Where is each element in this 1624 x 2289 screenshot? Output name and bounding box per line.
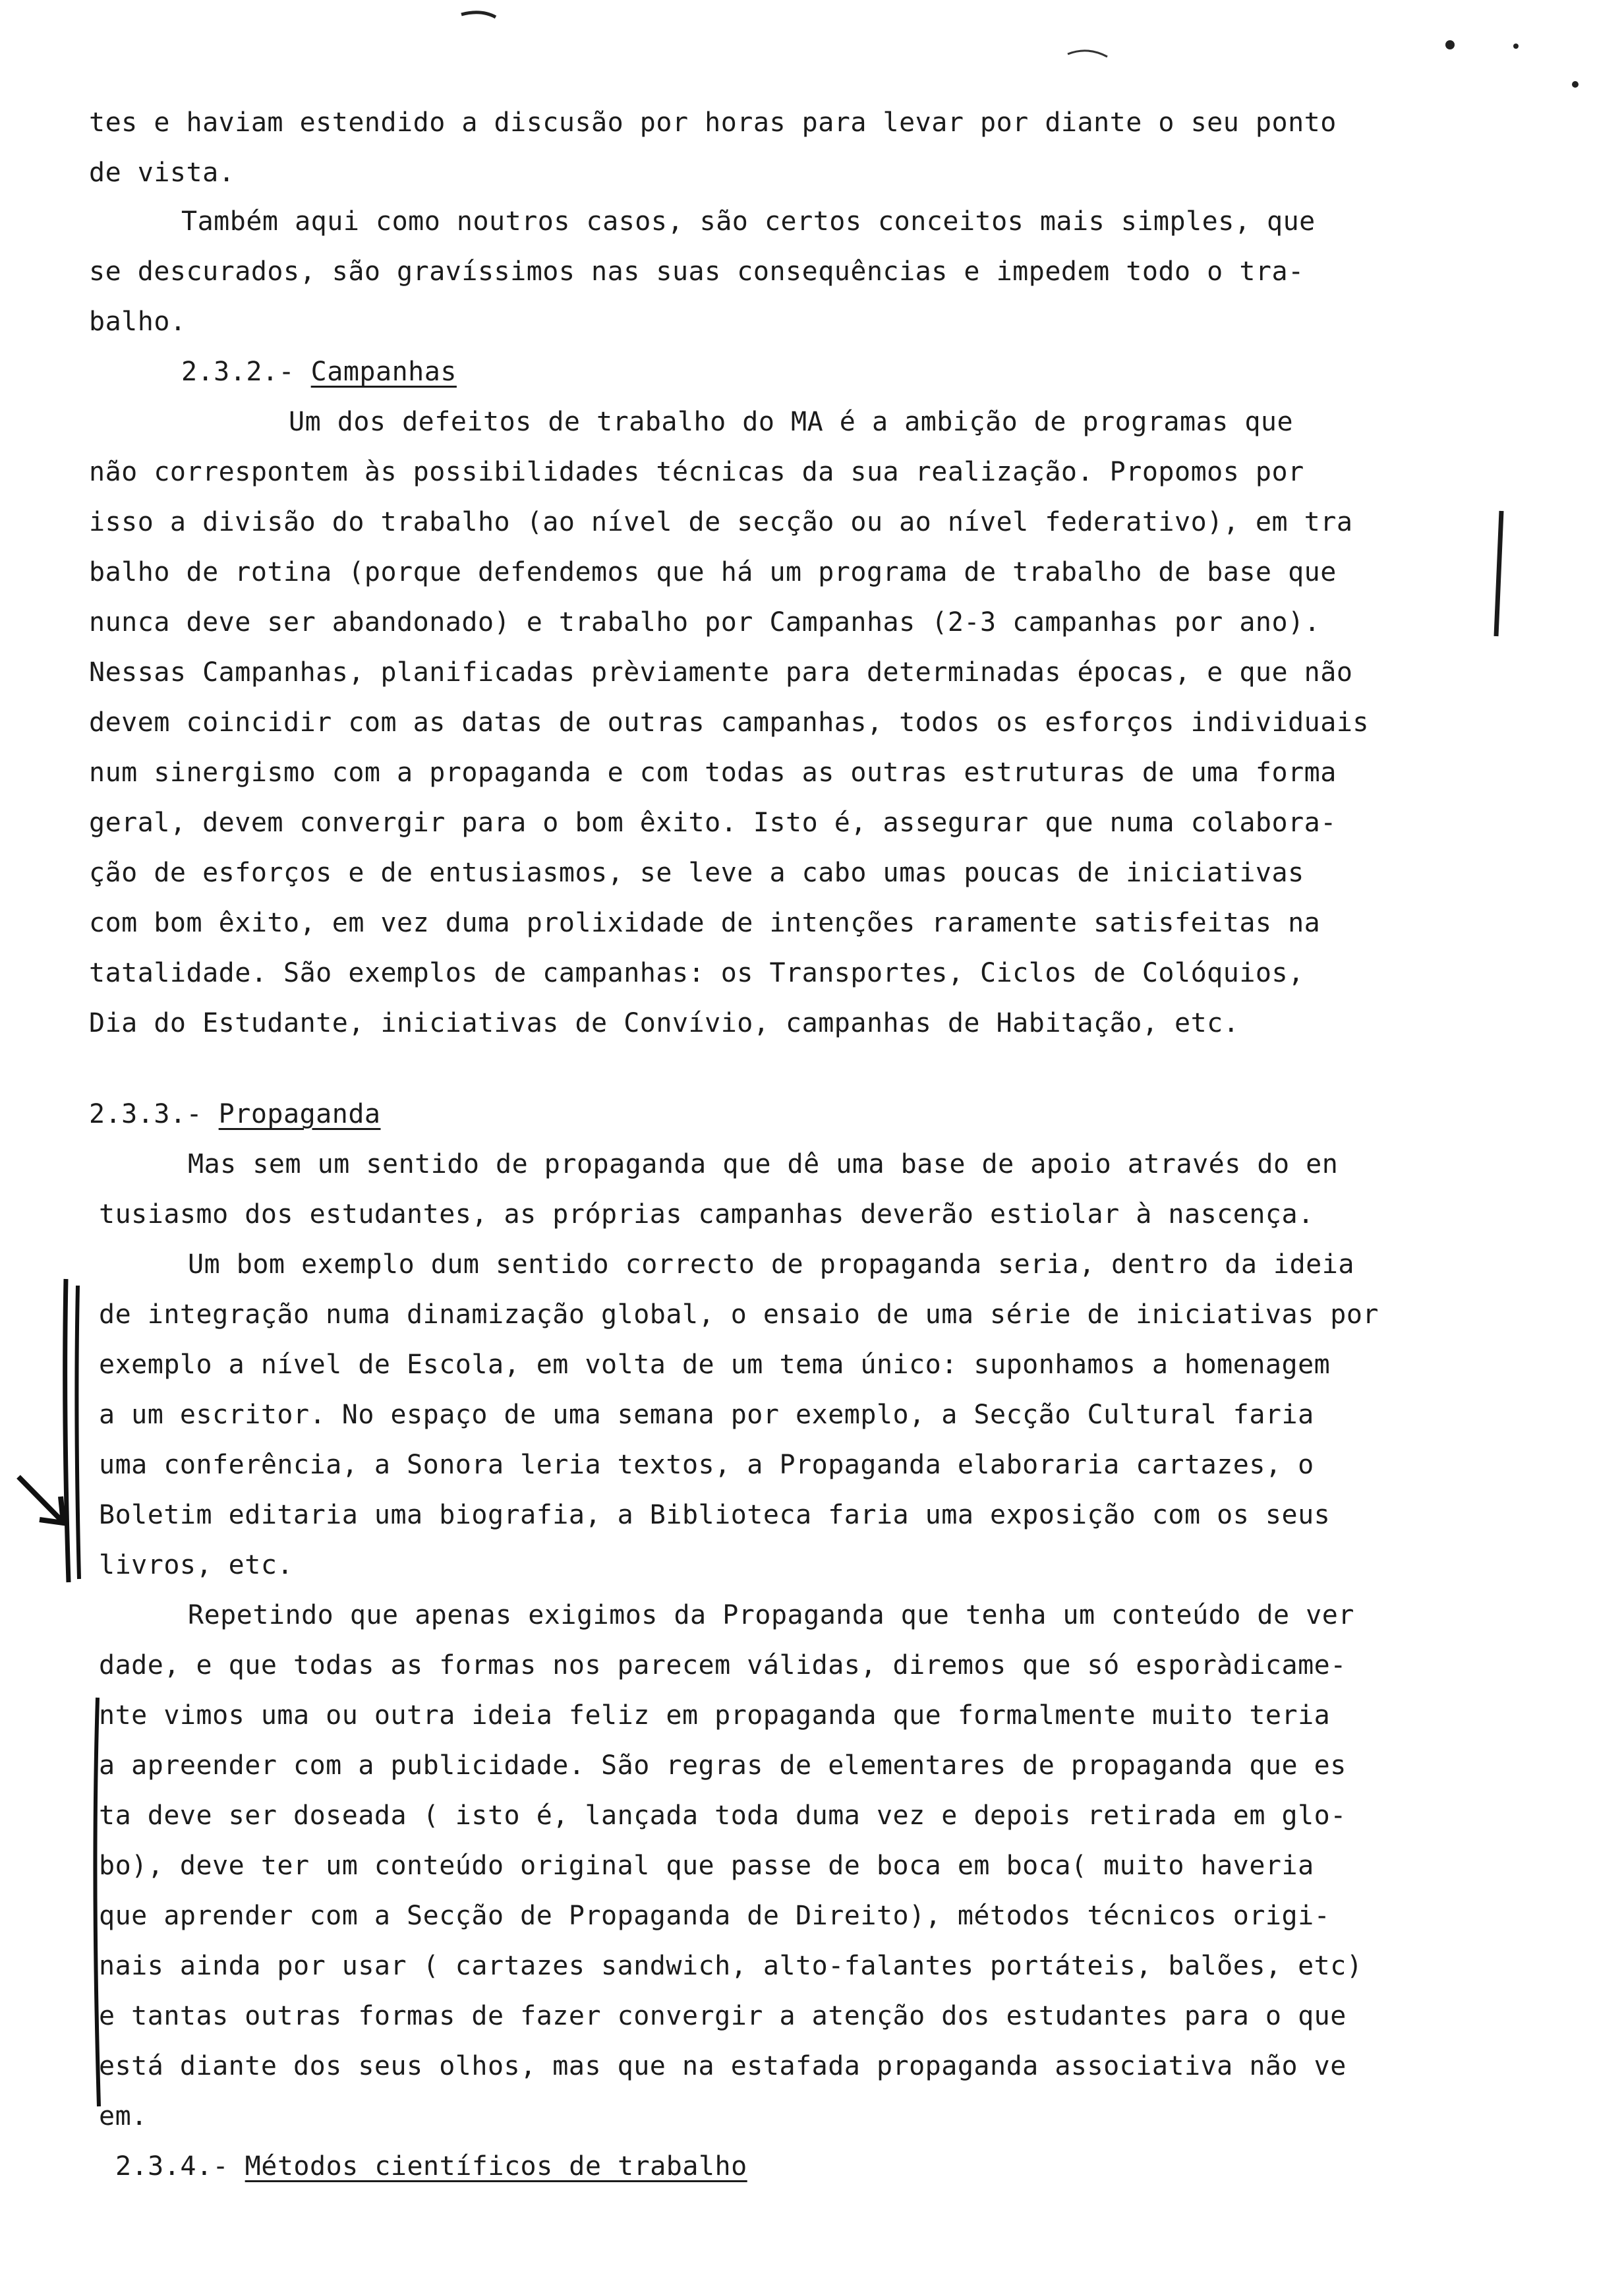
text-line: uma conferência, a Sonora leria textos, a Propaganda elaboraria cartazes, o [99, 1450, 1314, 1480]
text-line: a um escritor. No espaço de uma semana por exemplo, a Secção Cultural faria [99, 1400, 1314, 1430]
heading-number: 2.3.4.- [115, 2151, 245, 2182]
text-line: tatalidade. São exemplos de campanhas: os Transportes, Ciclos de Colóquios, [89, 958, 1304, 988]
text-line: Um dos defeitos de trabalho do MA é a ambição de programas que [289, 407, 1294, 437]
stray-mark [461, 13, 496, 17]
text-line: tes e haviam estendido a discusão por horas para levar por diante o seu ponto [89, 107, 1337, 138]
text-line: em. [99, 2101, 148, 2131]
text-line: nunca deve ser abandonado) e trabalho por Campanhas (2-3 campanhas por ano). [89, 607, 1321, 638]
text-line: está diante dos seus olhos, mas que na estafada propaganda associativa não ve [99, 2051, 1347, 2081]
text-line: ta deve ser doseada ( isto é, lançada toda duma vez e depois retirada em glo- [99, 1800, 1347, 1831]
text-line: geral, devem convergir para o bom êxito. Isto é, assegurar que numa colabora- [89, 808, 1337, 838]
arrow-shaft [18, 1477, 61, 1520]
text-line: Dia do Estudante, iniciativas de Convívio, campanhas de Habitação, etc. [89, 1008, 1240, 1038]
heading-title: Campanhas [310, 357, 457, 387]
margin-line-left [76, 1286, 79, 1579]
text-line: tusiasmo dos estudantes, as próprias campanhas deverão estiolar à nascença. [99, 1199, 1314, 1230]
text-line: num sinergismo com a propaganda e com todas as outras estruturas de uma forma [89, 758, 1337, 788]
text-line: a apreender com a publicidade. São regras de elementares de propaganda que es [99, 1750, 1347, 1781]
text-line: não correspontem às possibilidades técnicas da sua realização. Propomos por [89, 457, 1304, 487]
text-line: que aprender com a Secção de Propaganda de Direito), métodos técnicos origi- [99, 1901, 1331, 1931]
text-line: com bom êxito, em vez duma prolixidade de intenções raramente satisfeitas na [89, 908, 1321, 938]
heading-title: Propaganda [218, 1099, 381, 1129]
stray-mark [1068, 51, 1107, 57]
text-line: Também aqui como noutros casos, são certos conceitos mais simples, que [181, 206, 1316, 237]
text-line: Um bom exemplo dum sentido correcto de propaganda seria, dentro da ideia [188, 1249, 1354, 1280]
text-line: de integração numa dinamização global, o ensaio de uma série de iniciativas por [99, 1299, 1379, 1330]
text-line: ção de esforços e de entusiasmos, se leve a cabo umas poucas de iniciativas [89, 858, 1304, 888]
text-line: balho de rotina (porque defendemos que há um programa de trabalho de base que [89, 557, 1337, 587]
text-line: Nessas Campanhas, planificadas prèviamente para determinadas épocas, e que não [89, 657, 1353, 688]
heading-title: Métodos científicos de trabalho [245, 2151, 747, 2182]
margin-line-left [65, 1279, 69, 1582]
text-line: exemplo a nível de Escola, em volta de um tema único: suponhamos a homenagem [99, 1350, 1331, 1380]
text-line: isso a divisão do trabalho (ao nível de secção ou ao nível federativo), em tra [89, 507, 1353, 537]
stray-dot [1572, 81, 1579, 88]
text-line: devem coincidir com as datas de outras campanhas, todos os esforços individuais [89, 707, 1369, 738]
stray-dot [1445, 40, 1455, 49]
text-line: Boletim editaria uma biografia, a Biblioteca faria uma exposição com os seus [99, 1500, 1331, 1530]
heading-number: 2.3.2.- [181, 357, 311, 387]
text-line: Mas sem um sentido de propaganda que dê uma base de apoio através do en [188, 1149, 1339, 1179]
text-line: nais ainda por usar ( cartazes sandwich, alto-falantes portáteis, balões, etc) [99, 1951, 1363, 1981]
text-line: se descurados, são gravíssimos nas suas consequências e impedem todo o tra- [89, 256, 1304, 287]
text-line: balho. [89, 307, 187, 337]
margin-line-right [1496, 511, 1501, 636]
text-line: bo), deve ter um conteúdo original que passe de boca em boca( muito haveria [99, 1851, 1314, 1881]
heading-number: 2.3.3.- [89, 1099, 219, 1129]
stray-dot [1513, 44, 1519, 49]
text-line: de vista. [89, 158, 235, 188]
margin-line-left [95, 1698, 99, 2106]
text-line: dade, e que todas as formas nos parecem válidas, diremos que só esporàdicame- [99, 1650, 1347, 1680]
text-line: nte vimos uma ou outra ideia feliz em propaganda que formalmente muito teria [99, 1700, 1331, 1731]
text-line: livros, etc. [99, 1550, 293, 1580]
text-line: Repetindo que apenas exigimos da Propaganda que tenha um conteúdo de ver [188, 1600, 1354, 1630]
text-line: e tantas outras formas de fazer convergir a atenção dos estudantes para o que [99, 2001, 1347, 2031]
